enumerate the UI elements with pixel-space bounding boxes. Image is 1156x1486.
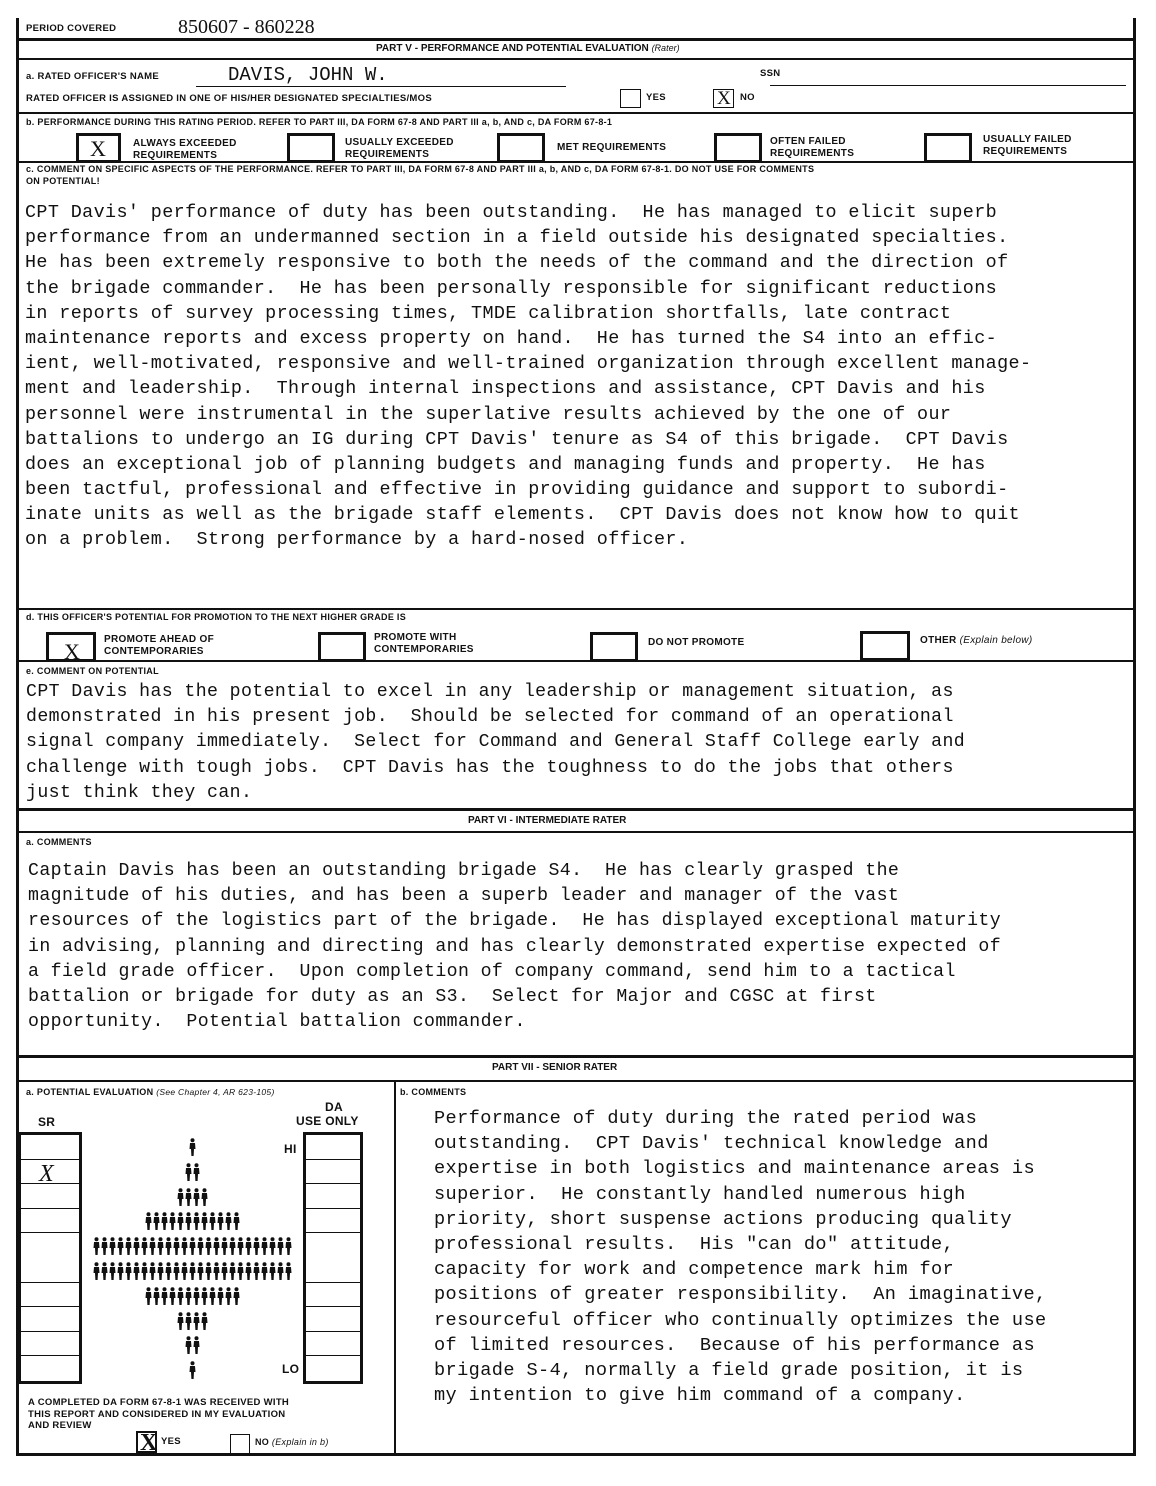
divider bbox=[16, 831, 1136, 833]
text-line: resources of the logistics part of the brigade. He has displayed exceptional maturity bbox=[28, 911, 1002, 932]
check-mark-x: X bbox=[64, 639, 80, 664]
distribution-row bbox=[84, 1361, 300, 1379]
performance-option-checkbox-1[interactable] bbox=[287, 133, 335, 163]
form-received-no-label: NO (Explain in b) bbox=[255, 1437, 329, 1447]
person-icon bbox=[149, 1262, 156, 1280]
part-vii-title: PART VII - SENIOR RATER bbox=[492, 1062, 618, 1073]
distribution-row bbox=[84, 1212, 300, 1230]
specialty-yes-label: YES bbox=[646, 92, 666, 103]
person-icon bbox=[229, 1262, 236, 1280]
distribution-row bbox=[84, 1163, 300, 1181]
text-line: CPT Davis' performance of duty has been outstanding. He has managed to elicit superb bbox=[25, 202, 998, 223]
text-line: in reports of survey processing times, TMDE calibration shortfalls, late contract bbox=[25, 302, 952, 324]
distribution-row bbox=[84, 1237, 300, 1255]
person-icon bbox=[181, 1262, 188, 1280]
intermediate-comments-label: a. COMMENTS bbox=[26, 837, 92, 847]
part-v-title bbox=[376, 43, 680, 54]
divider bbox=[16, 608, 1136, 610]
text-line: just think they can. bbox=[26, 782, 253, 803]
person-icon bbox=[189, 1138, 196, 1156]
promotion-option-label-0: PROMOTE AHEAD OF CONTEMPORARIES bbox=[104, 634, 214, 657]
comment-performance-label: c. COMMENT ON SPECIFIC ASPECTS OF THE PERFORMANCE. REFER TO PART III, DA FORM 67-8 AND PART III a, b, AND c, DA FORM 67-8-1. DO NOT USE FOR COMMENTS bbox=[26, 164, 815, 174]
sr-scale-box[interactable] bbox=[21, 1209, 79, 1234]
form-received-yes-checkbox[interactable] bbox=[136, 1430, 158, 1456]
person-icon bbox=[213, 1237, 220, 1255]
person-icon bbox=[177, 1312, 184, 1330]
text-line: professional results. His "can do" attitude, bbox=[434, 1233, 955, 1255]
text-line: inate units as well as the brigade staff elements. CPT Davis does not know how to quit bbox=[25, 504, 1020, 526]
text-line: Captain Davis has been an outstanding brigade S4. He has clearly grasped the bbox=[28, 861, 900, 881]
person-icon bbox=[217, 1212, 224, 1230]
da-scale-box bbox=[306, 1283, 360, 1308]
divider bbox=[16, 58, 1136, 60]
performance-option-label-2: MET REQUIREMENTS bbox=[557, 142, 667, 153]
sr-scale-box[interactable] bbox=[21, 1184, 79, 1209]
person-icon bbox=[269, 1237, 276, 1255]
person-icon bbox=[173, 1262, 180, 1280]
person-icon bbox=[133, 1262, 140, 1280]
ssn-label: SSN bbox=[760, 68, 781, 79]
person-icon bbox=[141, 1262, 148, 1280]
text-line: performance from an undermanned section in a field outside his designated specialties. bbox=[25, 227, 1009, 249]
person-icon bbox=[193, 1163, 200, 1181]
text-line: signal company immediately. Select for Command and General Staff College early and bbox=[26, 732, 966, 753]
specialty-no-checkbox[interactable] bbox=[713, 89, 734, 108]
person-icon bbox=[245, 1237, 252, 1255]
part-v-title-suffix: (Rater) bbox=[651, 43, 680, 53]
promotion-option-checkbox-1[interactable] bbox=[318, 632, 366, 662]
person-icon bbox=[253, 1237, 260, 1255]
performance-option-checkbox-3[interactable] bbox=[714, 133, 762, 163]
person-icon bbox=[169, 1287, 176, 1305]
person-icon bbox=[117, 1262, 124, 1280]
performance-option-label-1: USUALLY EXCEEDED REQUIREMENTS bbox=[345, 137, 454, 160]
performance-comments-text[interactable] bbox=[25, 200, 1031, 553]
person-icon bbox=[181, 1237, 188, 1255]
person-icon bbox=[161, 1287, 168, 1305]
person-icon bbox=[269, 1262, 276, 1280]
promotion-label: d. THIS OFFICER'S POTENTIAL FOR PROMOTION TO THE NEXT HIGHER GRADE IS bbox=[26, 612, 407, 622]
form-received-text: A COMPLETED DA FORM 67-8-1 WAS RECEIVED WITH THIS REPORT AND CONSIDERED IN MY EVALUATION AND REVIEW bbox=[28, 1397, 290, 1431]
specialty-no-label: NO bbox=[740, 92, 755, 103]
text-line: battalions to undergo an IG during CPT Davis' tenure as S4 of this brigade. CPT Davis bbox=[25, 428, 1009, 450]
person-icon bbox=[285, 1262, 292, 1280]
specialty-question: RATED OFFICER IS ASSIGNED IN ONE OF HIS/HER DESIGNATED SPECIALTIES/MOS bbox=[26, 93, 432, 104]
performance-option-checkbox-4[interactable] bbox=[924, 133, 972, 163]
person-icon bbox=[157, 1262, 164, 1280]
person-icon bbox=[261, 1237, 268, 1255]
person-icon bbox=[185, 1163, 192, 1181]
person-icon bbox=[277, 1262, 284, 1280]
form-received-yes-label: YES bbox=[161, 1436, 181, 1447]
person-icon bbox=[177, 1287, 184, 1305]
divider bbox=[16, 161, 1136, 163]
person-icon bbox=[177, 1188, 184, 1206]
intermediate-comments-text[interactable] bbox=[28, 859, 1001, 1035]
divider-vertical bbox=[394, 1082, 396, 1456]
person-icon bbox=[185, 1336, 192, 1354]
person-icon bbox=[161, 1212, 168, 1230]
text-line: a field grade officer. Upon completion of company command, send him to a tactical bbox=[28, 961, 956, 982]
person-icon bbox=[201, 1287, 208, 1305]
person-icon bbox=[93, 1237, 100, 1255]
person-icon bbox=[145, 1212, 152, 1230]
text-line: maintenance reports and excess property on hand. He has turned the S4 into an effic- bbox=[25, 327, 998, 349]
person-icon bbox=[277, 1237, 284, 1255]
check-mark-x: X bbox=[717, 88, 731, 109]
text-line: demonstrated in his present job. Should be selected for command of an operational bbox=[26, 707, 954, 728]
performance-option-label-0: ALWAYS EXCEEDED REQUIREMENTS bbox=[133, 138, 237, 161]
text-line: in advising, planning and directing and has clearly demonstrated expertise expected of bbox=[28, 936, 1002, 957]
text-line: of limited resources. Because of his performance as bbox=[434, 1334, 1036, 1356]
population-distribution-graphic bbox=[84, 1134, 300, 1382]
ssn-underline bbox=[770, 85, 1126, 86]
sr-scale-box[interactable] bbox=[21, 1356, 79, 1381]
person-icon bbox=[101, 1262, 108, 1280]
person-icon bbox=[261, 1262, 268, 1280]
promotion-option-label-2: DO NOT PROMOTE bbox=[648, 637, 745, 648]
text-line: battalion or brigade for duty as an S3. Select for Major and CGSC at first bbox=[28, 986, 877, 1007]
person-icon bbox=[197, 1262, 204, 1280]
person-icon bbox=[237, 1237, 244, 1255]
text-line: my intention to give him command of a company. bbox=[434, 1385, 966, 1407]
sr-scale-box[interactable] bbox=[21, 1233, 79, 1282]
comment-performance-label-2: ON POTENTIAL! bbox=[26, 176, 100, 186]
distribution-row bbox=[84, 1262, 300, 1280]
person-icon bbox=[233, 1212, 240, 1230]
person-icon bbox=[165, 1262, 172, 1280]
da-scale-box bbox=[306, 1307, 360, 1332]
da-scale-box bbox=[306, 1356, 360, 1381]
text-line: opportunity. Potential battalion commander. bbox=[28, 1012, 526, 1033]
da-scale-box bbox=[306, 1135, 360, 1160]
distribution-row bbox=[84, 1287, 300, 1305]
hi-label: HI bbox=[284, 1142, 297, 1156]
potential-evaluation-label: a. POTENTIAL EVALUATION (See Chapter 4, AR 623-105) bbox=[26, 1087, 275, 1097]
check-mark-x: X bbox=[140, 1430, 158, 1456]
check-mark-x: X bbox=[90, 136, 106, 161]
person-icon bbox=[185, 1188, 192, 1206]
promotion-option-label-1: PROMOTE WITH CONTEMPORARIES bbox=[374, 632, 474, 655]
person-icon bbox=[185, 1312, 192, 1330]
person-icon bbox=[125, 1262, 132, 1280]
sr-scale-box[interactable] bbox=[21, 1332, 79, 1357]
person-icon bbox=[133, 1237, 140, 1255]
divider bbox=[16, 38, 1136, 41]
da-use-only-label: USE ONLY bbox=[296, 1114, 359, 1128]
person-icon bbox=[145, 1287, 152, 1305]
promotion-option-checkbox-3[interactable] bbox=[860, 631, 910, 661]
person-icon bbox=[245, 1262, 252, 1280]
person-icon bbox=[189, 1361, 196, 1379]
divider bbox=[16, 1080, 1136, 1082]
text-line: positions of greater responsibility. An imaginative, bbox=[434, 1284, 1047, 1306]
sr-scale-box[interactable] bbox=[21, 1307, 79, 1332]
name-underline bbox=[196, 86, 566, 87]
person-icon bbox=[185, 1212, 192, 1230]
person-icon bbox=[221, 1237, 228, 1255]
divider bbox=[16, 660, 1136, 662]
distribution-row bbox=[84, 1336, 300, 1354]
divider bbox=[16, 808, 1136, 811]
da-scale-column bbox=[303, 1132, 363, 1384]
performance-option-label-4: USUALLY FAILED REQUIREMENTS bbox=[983, 134, 1072, 157]
person-icon bbox=[209, 1212, 216, 1230]
potential-comments-text[interactable] bbox=[26, 680, 965, 806]
rated-officer-name-label: a. RATED OFFICER'S NAME bbox=[26, 71, 160, 82]
text-line: challenge with tough jobs. CPT Davis has the toughness to do the jobs that others bbox=[26, 757, 954, 778]
person-icon bbox=[169, 1212, 176, 1230]
da-column-label: DA bbox=[325, 1100, 343, 1114]
text-line: expertise in both logistics and maintenance areas is bbox=[434, 1158, 1036, 1180]
person-icon bbox=[233, 1287, 240, 1305]
performance-label: b. PERFORMANCE DURING THIS RATING PERIOD. REFER TO PART III, DA FORM 67-8 AND PART III a, b, AND c, DA FORM 67-8-1 bbox=[26, 117, 613, 127]
person-icon bbox=[209, 1287, 216, 1305]
person-icon bbox=[201, 1212, 208, 1230]
specialty-yes-checkbox[interactable] bbox=[620, 89, 641, 108]
sr-scale-box[interactable] bbox=[21, 1283, 79, 1308]
sr-scale-box[interactable] bbox=[21, 1160, 79, 1185]
person-icon bbox=[185, 1287, 192, 1305]
performance-option-label-3: OFTEN FAILED REQUIREMENTS bbox=[770, 136, 855, 159]
person-icon bbox=[189, 1262, 196, 1280]
sr-scale-column bbox=[18, 1132, 82, 1384]
part-vi-title: PART VI - INTERMEDIATE RATER bbox=[468, 815, 627, 826]
person-icon bbox=[213, 1262, 220, 1280]
person-icon bbox=[225, 1212, 232, 1230]
text-line: magnitude of his duties, and has been a superb leader and manager of the vast bbox=[28, 886, 900, 907]
person-icon bbox=[189, 1237, 196, 1255]
text-line: capacity for work and competence mark him for bbox=[434, 1259, 955, 1281]
text-line: brigade S-4, normally a field grade position, it is bbox=[434, 1359, 1024, 1381]
person-icon bbox=[193, 1287, 200, 1305]
sr-column-label: SR bbox=[38, 1115, 56, 1129]
sr-scale-box[interactable] bbox=[21, 1135, 79, 1160]
distribution-row bbox=[84, 1138, 300, 1156]
person-icon bbox=[193, 1336, 200, 1354]
person-icon bbox=[193, 1212, 200, 1230]
person-icon bbox=[117, 1237, 124, 1255]
performance-option-checkbox-2[interactable] bbox=[497, 133, 545, 163]
text-line: He has been extremely responsive to both the needs of the command and the direction of bbox=[25, 252, 1009, 274]
text-line: ment and leadership. Through internal inspections and assistance, CPT Davis and his bbox=[25, 378, 986, 400]
person-icon bbox=[141, 1237, 148, 1255]
person-icon bbox=[201, 1312, 208, 1330]
text-line: been tactful, professional and effective in providing guidance and support to subordi- bbox=[25, 479, 1009, 501]
person-icon bbox=[193, 1188, 200, 1206]
da-scale-box bbox=[306, 1184, 360, 1209]
person-icon bbox=[229, 1237, 236, 1255]
person-icon bbox=[165, 1237, 172, 1255]
person-icon bbox=[101, 1237, 108, 1255]
promotion-option-label-3: OTHER (Explain below) bbox=[920, 635, 1033, 646]
text-line: resourceful officer who continually optimizes the use bbox=[434, 1309, 1047, 1331]
person-icon bbox=[221, 1262, 228, 1280]
text-line: the brigade commander. He has been personally responsible for significant reductions bbox=[25, 277, 998, 299]
da-scale-box bbox=[306, 1233, 360, 1282]
person-icon bbox=[125, 1237, 132, 1255]
person-icon bbox=[153, 1212, 160, 1230]
person-icon bbox=[197, 1237, 204, 1255]
text-line: does an exceptional job of planning budgets and managing funds and property. He has bbox=[25, 453, 986, 475]
person-icon bbox=[193, 1312, 200, 1330]
comment-potential-label: e. COMMENT ON POTENTIAL bbox=[26, 666, 159, 676]
text-line: outstanding. CPT Davis' technical knowledge and bbox=[434, 1133, 989, 1155]
person-icon bbox=[109, 1237, 116, 1255]
text-line: on a problem. Strong performance by a hard-nosed officer. bbox=[25, 529, 689, 551]
distribution-row bbox=[84, 1188, 300, 1206]
person-icon bbox=[217, 1287, 224, 1305]
form-received-no-checkbox[interactable] bbox=[230, 1434, 250, 1454]
period-covered-value: 850607 - 860228 bbox=[178, 16, 315, 38]
distribution-row bbox=[84, 1312, 300, 1330]
check-mark-x: X bbox=[39, 1160, 54, 1187]
person-icon bbox=[153, 1287, 160, 1305]
da-scale-box bbox=[306, 1209, 360, 1234]
person-icon bbox=[201, 1188, 208, 1206]
da-scale-box bbox=[306, 1332, 360, 1357]
text-line: CPT Davis has the potential to excel in any leadership or management situation, as bbox=[26, 682, 954, 702]
text-line: personnel were instrumental in the superlative results achieved by the one of our bbox=[25, 403, 952, 425]
person-icon bbox=[173, 1237, 180, 1255]
person-icon bbox=[225, 1287, 232, 1305]
person-icon bbox=[177, 1212, 184, 1230]
person-icon bbox=[205, 1237, 212, 1255]
lo-label: LO bbox=[282, 1362, 300, 1376]
text-line: priority, short suspense actions producing quality bbox=[434, 1208, 1012, 1230]
period-covered-label: PERIOD COVERED bbox=[26, 23, 117, 34]
performance-option-checkbox-0[interactable] bbox=[76, 133, 121, 163]
person-icon bbox=[237, 1262, 244, 1280]
text-line: Performance of duty during the rated period was bbox=[434, 1108, 978, 1129]
divider bbox=[16, 1055, 1136, 1058]
person-icon bbox=[93, 1262, 100, 1280]
text-line: ient, well-motivated, responsive and well-trained organization through excellent manage- bbox=[25, 353, 1032, 375]
person-icon bbox=[285, 1237, 292, 1255]
rated-officer-name-value[interactable]: DAVIS, JOHN W. bbox=[228, 64, 388, 86]
senior-rater-comments-text[interactable] bbox=[434, 1106, 1047, 1408]
text-line: superior. He constantly handled numerous high bbox=[434, 1183, 966, 1205]
promotion-option-checkbox-0[interactable] bbox=[46, 632, 96, 662]
person-icon bbox=[205, 1262, 212, 1280]
part-v-title-text: PART V - PERFORMANCE AND POTENTIAL EVALUATION bbox=[376, 43, 649, 54]
divider bbox=[16, 112, 1136, 114]
person-icon bbox=[253, 1262, 260, 1280]
person-icon bbox=[157, 1237, 164, 1255]
person-icon bbox=[149, 1237, 156, 1255]
person-icon bbox=[109, 1262, 116, 1280]
senior-rater-comments-label: b. COMMENTS bbox=[400, 1087, 467, 1097]
promotion-option-checkbox-2[interactable] bbox=[590, 632, 638, 662]
da-scale-box bbox=[306, 1160, 360, 1185]
